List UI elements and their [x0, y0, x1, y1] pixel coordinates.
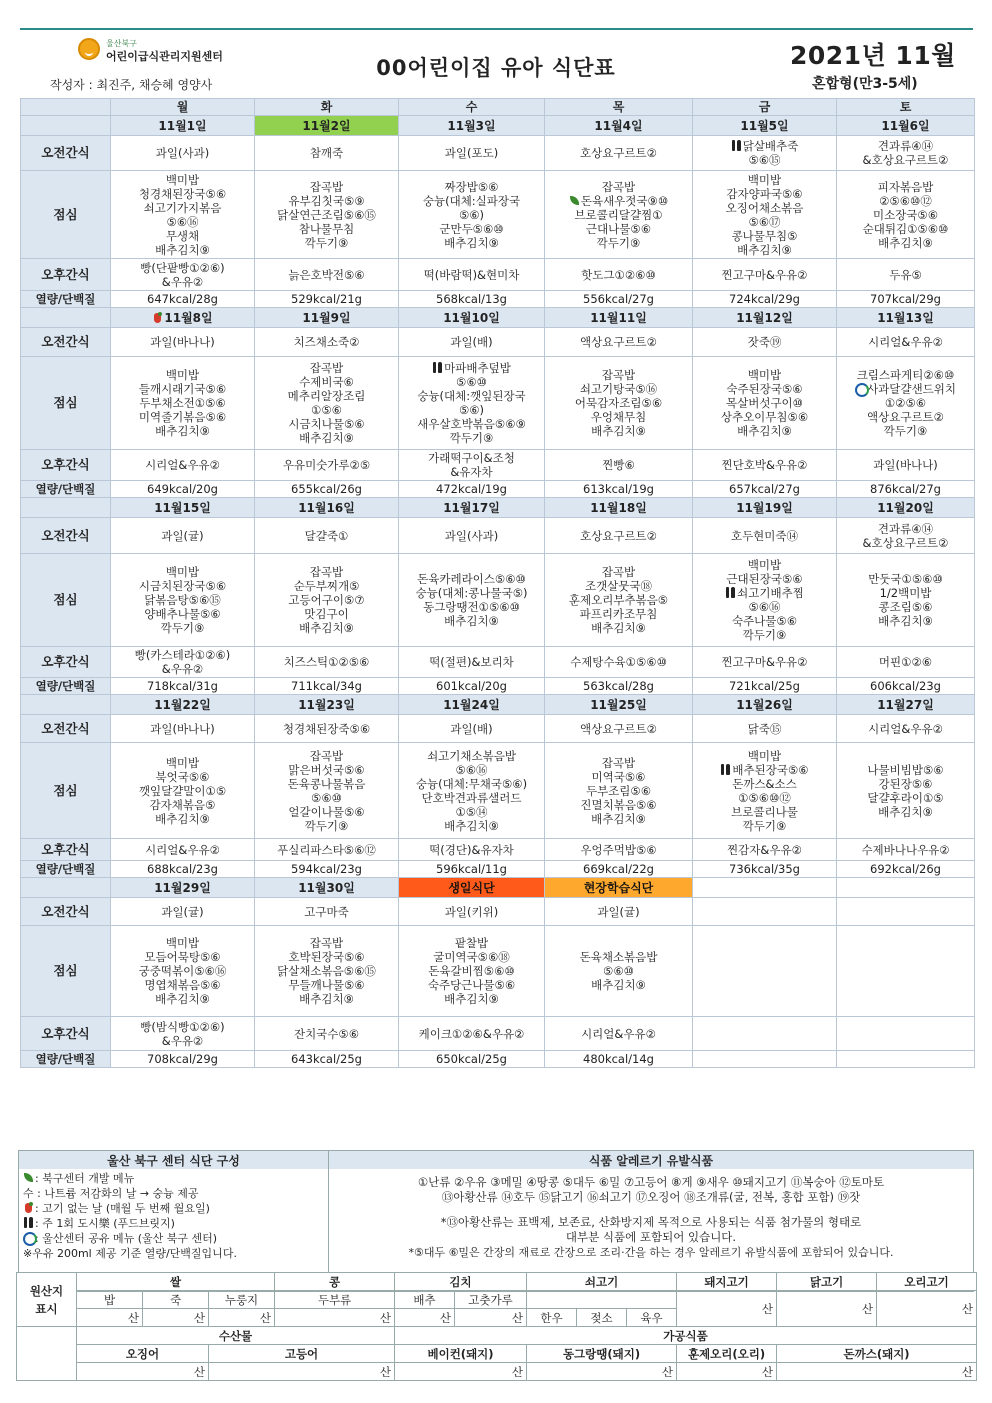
origin-value: 산 [209, 1309, 275, 1327]
origin-blank [17, 1327, 77, 1381]
legend-item: : 주 1회 도시樂 (푸드브릿지) [23, 1216, 324, 1231]
energy-cell: 688kcal/23g [111, 861, 255, 878]
afternoon-cell: 케이크①②⑥&우유② [399, 1017, 545, 1051]
date-cell: 11월19일 [693, 498, 837, 518]
origin-value: 산 [395, 1309, 455, 1327]
morning-cell: 과일(배) [399, 715, 545, 743]
date-cell: 11월30일 [255, 878, 399, 898]
year-month: 2021년 11월 [790, 41, 956, 70]
origin-sub [527, 1291, 677, 1309]
energy-cell: 692kcal/26g [837, 861, 975, 878]
morning-cell: 과일(귤) [545, 898, 693, 926]
afternoon-cell [837, 1017, 975, 1051]
row-label-lunch: 점심 [21, 357, 111, 450]
origin-sub2: 베이컨(돼지) [395, 1345, 527, 1363]
origin-label: 원산지 표시 [17, 1273, 77, 1327]
afternoon-cell: 머핀①②⑥ [837, 647, 975, 678]
morning-cell: 고구마죽 [255, 898, 399, 926]
lunch-cell [837, 357, 975, 450]
morning-cell: 참깨죽 [255, 136, 399, 171]
corner-cell [21, 99, 111, 116]
energy-cell: 563kcal/28g [545, 678, 693, 695]
date-cell: 11월5일 [693, 116, 837, 136]
legend-item: 수 : 나트륨 저감화의 날 → 숭늉 제공 [23, 1187, 199, 1200]
origin-value: 산 [877, 1291, 977, 1327]
date-cell: 11월3일 [399, 116, 545, 136]
center-menu-icon [569, 195, 580, 206]
afternoon-cell: 과일(바나나) [837, 450, 975, 481]
origin-sub2: 돈까스(돼지) [777, 1345, 977, 1363]
date-cell: 11월17일 [399, 498, 545, 518]
lunch-cell: 잡곡밥 쇠고기탕국⑤⑯ 어묵감자조림⑤⑥ 우엉채무침 배추김치⑨ [545, 357, 693, 450]
lunch-cell: 만둣국①⑤⑥⑩ 1/2백미밥 콩조림⑤⑥ 배추김치⑨ [837, 554, 975, 647]
lunch-cell: 잡곡밥 미역국⑤⑥ 두부조림⑤⑥ 진멸치볶음⑤⑥ 배추김치⑨ [545, 743, 693, 839]
afternoon-cell: 시리얼&우유② [111, 839, 255, 861]
energy-cell: 568kcal/13g [399, 291, 545, 308]
allergy-note: *⑤대두 ⑥밀은 간장의 재료로 간장으로 조리·간을 하는 경우 알레르기 유발식품에 포함되어 있습니다. [408, 1246, 894, 1259]
logo-org-name: 어린이급식관리지원센터 [106, 50, 223, 63]
afternoon-cell: 치즈스틱①②⑤⑥ [255, 647, 399, 678]
origin-sub2: 동그랑땡(돼지) [527, 1345, 677, 1363]
lunch-cell: 잡곡밥 맑은버섯국⑤⑥ 돈육콩나물볶음 ⑤⑥⑩ 얼갈이나물⑤⑥ 깍두기⑨ [255, 743, 399, 839]
lunch-cell [693, 926, 837, 1017]
legend-item: ※우유 200ml 제공 기준 열량/단백질입니다. [23, 1247, 237, 1260]
day-header: 토 [837, 99, 975, 116]
afternoon-cell: 우유미숫가루②⑤ [255, 450, 399, 481]
row-label-morning: 오전간식 [21, 898, 111, 926]
afternoon-cell: 가래떡구이&조청 &유자차 [399, 450, 545, 481]
morning-cell: 호상요구르트② [545, 136, 693, 171]
morning-cell: 과일(바나나) [111, 328, 255, 357]
afternoon-cell [693, 1017, 837, 1051]
menu-line: 돈육새우젓국⑨⑩ [580, 193, 669, 208]
food-bridge-icon [23, 1217, 34, 1228]
date-label-blank [21, 498, 111, 518]
menu-line: 깍두기⑨ [449, 431, 494, 445]
morning-cell: 과일(귤) [111, 898, 255, 926]
food-bridge-icon [725, 587, 736, 598]
origin-sub: 배추 [395, 1291, 455, 1309]
date-cell: 11월25일 [545, 695, 693, 715]
afternoon-cell: 찐감자&우유② [693, 839, 837, 861]
row-label-energy: 열량/단백질 [21, 678, 111, 695]
origin-rice: 쌀 [77, 1273, 275, 1291]
origin-value: 산 [143, 1309, 209, 1327]
date-cell: 11월29일 [111, 878, 255, 898]
origin-sub: 죽 [143, 1291, 209, 1309]
morning-cell: 과일(귤) [111, 518, 255, 554]
energy-cell: 643kcal/25g [255, 1051, 399, 1068]
date-label-blank [21, 878, 111, 898]
lunch-cell: 잡곡밥 조갯살뭇국⑱ 훈제오리부추볶음⑤ 파프리카조무침 배추김치⑨ [545, 554, 693, 647]
energy-cell: 647kcal/28g [111, 291, 255, 308]
morning-cell: 액상요구르트② [545, 328, 693, 357]
origin-beef-sub: 육우 [627, 1309, 677, 1327]
afternoon-cell: 떡(경단)&유자차 [399, 839, 545, 861]
menu-line: 숙주나물⑤⑥ [731, 614, 798, 628]
energy-cell: 650kcal/25g [399, 1051, 545, 1068]
day-header: 화 [255, 99, 399, 116]
legend-item: : 고기 없는 날 (매월 두 번째 월요일) [23, 1201, 324, 1216]
date-cell: 현장학습식단 [545, 878, 693, 898]
date-cell: 11월12일 [693, 308, 837, 328]
date-cell [693, 878, 837, 898]
date-cell: 11월16일 [255, 498, 399, 518]
row-label-afternoon: 오후간식 [21, 647, 111, 678]
origin-bean: 콩 [275, 1273, 395, 1291]
lunch-cell: 백미밥 청경채된장국⑤⑥ 쇠고기가지볶음 ⑤⑥⑯ 무생채 배추김치⑨ [111, 171, 255, 259]
origin-value: 산 [677, 1291, 777, 1327]
afternoon-cell: 찐단호박&우유② [693, 450, 837, 481]
origin-sub2: 고등어 [209, 1345, 395, 1363]
lunch-cell [545, 171, 693, 259]
morning-cell: 견과류④⑭ &호상요구르트② [837, 518, 975, 554]
origin-value: 산 [395, 1363, 527, 1381]
row-label-energy: 열량/단백질 [21, 1051, 111, 1068]
row-label-energy: 열량/단백질 [21, 861, 111, 878]
energy-cell: 613kcal/19g [545, 481, 693, 498]
afternoon-cell: 수제바나나우유② [837, 839, 975, 861]
day-header: 수 [399, 99, 545, 116]
day-header: 금 [693, 99, 837, 116]
energy-cell: 606kcal/23g [837, 678, 975, 695]
morning-cell: 호두현미죽⑭ [693, 518, 837, 554]
morning-cell [693, 136, 837, 171]
origin-beef-sub: 한우 [527, 1309, 577, 1327]
energy-cell: 649kcal/20g [111, 481, 255, 498]
origin-sub2: 오징어 [77, 1345, 209, 1363]
menu-line: 깍두기⑨ [596, 235, 641, 250]
energy-cell: 721kcal/25g [693, 678, 837, 695]
row-label-afternoon: 오후간식 [21, 450, 111, 481]
morning-cell [693, 898, 837, 926]
date-cell: 생일식단 [399, 878, 545, 898]
energy-cell: 876kcal/27g [837, 481, 975, 498]
menu-line: 액상요구르트② [867, 410, 944, 424]
row-label-morning: 오전간식 [21, 136, 111, 171]
lunch-cell: 나물비빔밥⑤⑥ 강된장⑤⑥ 달걀후라이①⑤ 배추김치⑨ [837, 743, 975, 839]
origin-value: 산 [77, 1363, 209, 1381]
menu-line: ⑤⑥⑮ [748, 153, 781, 167]
center-menu-icon [23, 1172, 34, 1183]
origin-sub2: 훈제오리(오리) [677, 1345, 777, 1363]
morning-cell [837, 898, 975, 926]
energy-cell: 669kcal/22g [545, 861, 693, 878]
origin-table [16, 1272, 977, 1381]
morning-cell: 과일(사과) [399, 518, 545, 554]
lunch-cell: 팥찰밥 굴미역국⑤⑥⑱ 돈육갈비찜⑤⑥⑩ 숙주당근나물⑤⑥ 배추김치⑨ [399, 926, 545, 1017]
morning-cell: 액상요구르트② [545, 715, 693, 743]
date-cell: 11월11일 [545, 308, 693, 328]
lunch-cell [693, 743, 837, 839]
origin-value: 산 [527, 1363, 677, 1381]
header-rule [20, 28, 973, 30]
origin-value: 산 [209, 1363, 395, 1381]
energy-cell: 601kcal/20g [399, 678, 545, 695]
afternoon-cell: 잔치국수⑤⑥ [255, 1017, 399, 1051]
menu-line: 깍두기⑨ [742, 818, 787, 833]
energy-cell: 596kcal/11g [399, 861, 545, 878]
row-label-afternoon: 오후간식 [21, 839, 111, 861]
afternoon-cell: 우엉주먹밥⑤⑥ [545, 839, 693, 861]
lunch-cell [837, 926, 975, 1017]
menu-line: 숭늉(대체:깻잎된장국 [417, 389, 526, 403]
origin-kimchi: 김치 [395, 1273, 527, 1291]
menu-line: 백미밥 [747, 558, 782, 572]
date-cell: 11월20일 [837, 498, 975, 518]
date-cell: 11월15일 [111, 498, 255, 518]
menu-line: 깍두기⑨ [883, 424, 928, 438]
menu-line: ①⑤⑥⑩⑫ [738, 790, 791, 805]
afternoon-cell: 빵(밤식빵①②⑥) &우유② [111, 1017, 255, 1051]
energy-cell: 736kcal/35g [693, 861, 837, 878]
menu-line: 새우살호박볶음⑤⑥⑨ [417, 417, 526, 431]
lunch-cell: 돈육카레라이스⑤⑥⑩ 숭늉(대체:콩나물국⑤) 동그랑땡전①⑤⑥⑩ 배추김치⑨ [399, 554, 545, 647]
lunch-cell: 백미밥 들깨시래기국⑤⑥ 두부채소전①⑤⑥ 미역줄기볶음⑤⑥ 배추김치⑨ [111, 357, 255, 450]
energy-cell: 529kcal/21g [255, 291, 399, 308]
energy-cell: 711kcal/34g [255, 678, 399, 695]
afternoon-cell: 시리얼&우유② [111, 450, 255, 481]
date-label-blank [21, 695, 111, 715]
legend-right-title: 식품 알레르기 유발식품 [588, 1153, 714, 1168]
menu-type: 혼합형(만3-5세) [812, 76, 918, 92]
date-cell: 11월18일 [545, 498, 693, 518]
origin-beef: 쇠고기 [527, 1273, 677, 1291]
date-cell: 11월22일 [111, 695, 255, 715]
origin-sub: 밥 [77, 1291, 143, 1309]
date-cell: 11월4일 [545, 116, 693, 136]
menu-line: 근대된장국⑤⑥ [726, 572, 803, 586]
date-cell: 11월10일 [399, 308, 545, 328]
day-header: 목 [545, 99, 693, 116]
legend-box [18, 1150, 974, 1292]
row-label-morning: 오전간식 [21, 518, 111, 554]
date-cell: 11월2일 [255, 116, 399, 136]
energy-cell: 657kcal/27g [693, 481, 837, 498]
date-cell: 11월26일 [693, 695, 837, 715]
date-label-blank [21, 116, 111, 136]
lunch-cell: 잡곡밥 순두부찌개⑤ 고등어구이⑤⑦ 맛김구이 배추김치⑨ [255, 554, 399, 647]
origin-sub: 고춧가루 [455, 1291, 527, 1309]
afternoon-cell: 빵(단팥빵①②⑥) &우유② [111, 259, 255, 291]
morning-cell: 치즈채소죽② [255, 328, 399, 357]
lunch-cell: 짜장밥⑤⑥ 숭늉(대체:실파장국 ⑤⑥) 군만두⑤⑥⑩ 배추김치⑨ [399, 171, 545, 259]
menu-line: 브로콜리나물 [731, 804, 798, 819]
menu-line: ①②⑤⑥ [884, 396, 927, 410]
afternoon-cell: 핫도그①②⑥⑩ [545, 259, 693, 291]
lunch-cell: 돈육채소볶음밥 ⑤⑥⑩ 배추김치⑨ [545, 926, 693, 1017]
row-label-energy: 열량/단백질 [21, 291, 111, 308]
lunch-cell: 피자볶음밥 ②⑤⑥⑩⑫ 미소장국⑤⑥ 순대튀김①⑤⑥⑩ 배추김치⑨ [837, 171, 975, 259]
row-label-morning: 오전간식 [21, 715, 111, 743]
menu-line: 브로콜리달걀찜① [574, 207, 663, 222]
morning-cell: 시리얼&우유② [837, 715, 975, 743]
menu-line: 사과달걀샌드위치 [867, 382, 956, 396]
afternoon-cell: 푸실리파스타⑤⑥⑫ [255, 839, 399, 861]
menu-line: 배추된장국⑤⑥ [732, 762, 809, 777]
legend-item: : 북구센터 개발 메뉴 [23, 1171, 324, 1186]
afternoon-cell: 두유⑤ [837, 259, 975, 291]
menu-line: ⑤⑥⑩ [456, 375, 487, 389]
lunch-cell [693, 554, 837, 647]
row-label-lunch: 점심 [21, 926, 111, 1017]
menu-line: ⑤⑥) [458, 403, 485, 417]
row-label-energy: 열량/단백질 [21, 481, 111, 498]
energy-cell [693, 1051, 837, 1068]
origin-seafood: 수산물 [77, 1327, 395, 1345]
menu-line: 크림스파게티②⑥⑩ [856, 368, 955, 382]
food-bridge-icon [720, 764, 731, 775]
energy-cell: 708kcal/29g [111, 1051, 255, 1068]
afternoon-cell: 시리얼&우유② [545, 1017, 693, 1051]
allergy-line: ⑬아황산류 ⑭호두 ⑮닭고기 ⑯쇠고기 ⑰오징어 ⑱조개류(굴, 전복, 홍합 포함) ⑲잣 [441, 1190, 861, 1204]
lunch-cell: 백미밥 북엇국⑤⑥ 깻잎달걀말이①⑤ 감자채볶음⑤ 배추김치⑨ [111, 743, 255, 839]
menu-line: 잡곡밥 [601, 179, 636, 194]
food-bridge-icon [432, 362, 443, 373]
meatless-day-icon [23, 1202, 34, 1213]
origin-processed: 가공식품 [395, 1327, 977, 1345]
morning-cell: 호상요구르트② [545, 518, 693, 554]
date-cell: 11월27일 [837, 695, 975, 715]
energy-cell: 718kcal/31g [111, 678, 255, 695]
page-title: 00어린이집 유아 식단표 [376, 56, 616, 80]
afternoon-cell: 빵(카스테라①②⑥) &우유② [111, 647, 255, 678]
lunch-cell: 잡곡밥 호박된장국⑤⑥ 닭살채소볶음⑤⑥⑮ 무들깨나물⑤⑥ 배추김치⑨ [255, 926, 399, 1017]
origin-pork: 돼지고기 [677, 1273, 777, 1291]
afternoon-cell: 찐고구마&우유② [693, 259, 837, 291]
lunch-cell: 백미밥 시금치된장국⑤⑥ 닭볶음탕⑤⑥⑮ 양배추나물⑤⑥ 깍두기⑨ [111, 554, 255, 647]
date-cell: 11월9일 [255, 308, 399, 328]
afternoon-cell: 찐고구마&우유② [693, 647, 837, 678]
lunch-cell: 백미밥 모듬어묵탕⑤⑥ 궁중떡볶이⑤⑥⑯ 명엽채볶음⑤⑥ 배추김치⑨ [111, 926, 255, 1017]
date-cell: 11월24일 [399, 695, 545, 715]
origin-beef-sub: 젖소 [577, 1309, 627, 1327]
morning-cell: 과일(배) [399, 328, 545, 357]
energy-cell [837, 1051, 975, 1068]
origin-chicken: 닭고기 [777, 1273, 877, 1291]
lunch-cell: 쇠고기채소볶음밥 ⑤⑥⑯ 숭늉(대체:무채국⑤⑥) 단호박견과류샐러드 ①⑤⑭ 배추김치⑨ [399, 743, 545, 839]
energy-cell: 724kcal/29g [693, 291, 837, 308]
origin-value: 산 [677, 1363, 777, 1381]
lunch-cell: 백미밥 숙주된장국⑤⑥ 목살버섯구이⑩ 상추오이무침⑤⑥ 배추김치⑨ [693, 357, 837, 450]
morning-cell: 견과류④⑭ &호상요구르트② [837, 136, 975, 171]
shared-menu-icon [23, 1232, 34, 1243]
origin-value: 산 [455, 1309, 527, 1327]
lunch-cell: 잡곡밥 수제비국⑥ 메추리알장조림 ①⑤⑥ 시금치나물⑤⑥ 배추김치⑨ [255, 357, 399, 450]
energy-cell: 655kcal/26g [255, 481, 399, 498]
morning-cell: 닭죽⑮ [693, 715, 837, 743]
energy-cell: 480kcal/14g [545, 1051, 693, 1068]
allergy-note: 대부분 식품에 포함되어 있습니다. [565, 1230, 737, 1244]
energy-cell: 472kcal/19g [399, 481, 545, 498]
lunch-cell: 잡곡밥 유부김칫국⑤⑨ 닭살연근조림⑤⑥⑮ 참나물무침 깍두기⑨ [255, 171, 399, 259]
menu-line: 닭살배추죽 [742, 139, 799, 153]
date-text: 11월8일 [164, 310, 213, 325]
afternoon-cell: 떡(바람떡)&현미차 [399, 259, 545, 291]
morning-cell: 과일(포도) [399, 136, 545, 171]
row-label-morning: 오전간식 [21, 328, 111, 357]
date-cell: 11월23일 [255, 695, 399, 715]
menu-line: 깍두기⑨ [742, 628, 787, 642]
energy-cell: 707kcal/29g [837, 291, 975, 308]
allergy-note: *⑬아황산류는 표백제, 보존료, 산화방지제 목적으로 사용되는 식품 첨가물의 형태로 [440, 1215, 862, 1229]
menu-line: 마파배추덮밥 [444, 361, 511, 375]
afternoon-cell: 늙은호박전⑤⑥ [255, 259, 399, 291]
menu-table [20, 98, 975, 1068]
morning-cell: 시리얼&우유② [837, 328, 975, 357]
energy-cell: 556kcal/27g [545, 291, 693, 308]
date-label-blank [21, 308, 111, 328]
date-cell: 11월1일 [111, 116, 255, 136]
day-header: 월 [111, 99, 255, 116]
energy-cell: 594kcal/23g [255, 861, 399, 878]
afternoon-cell: 찐빵⑥ [545, 450, 693, 481]
origin-value: 산 [77, 1309, 143, 1327]
allergy-line: ①난류 ②우유 ③메밀 ④땅콩 ⑤대두 ⑥밀 ⑦고등어 ⑧게 ⑨새우 ⑩돼지고기 ⑪복숭아 ⑫토마토 [417, 1175, 885, 1189]
row-label-afternoon: 오후간식 [21, 259, 111, 291]
author-line: 작성자 : 최진주, 채승혜 영양사 [50, 78, 213, 92]
afternoon-cell: 떡(절편)&보리차 [399, 647, 545, 678]
origin-value: 산 [777, 1363, 977, 1381]
menu-line: ⑤⑥⑯ [748, 600, 781, 614]
row-label-lunch: 점심 [21, 554, 111, 647]
row-label-lunch: 점심 [21, 743, 111, 839]
lunch-cell [399, 357, 545, 450]
morning-cell: 달걀죽① [255, 518, 399, 554]
origin-value: 산 [777, 1291, 877, 1327]
morning-cell: 청경채된장죽⑤⑥ [255, 715, 399, 743]
legend-left-title: 울산 북구 센터 식단 구성 [19, 1151, 329, 1169]
morning-cell: 과일(사과) [111, 136, 255, 171]
morning-cell: 잣죽⑲ [693, 328, 837, 357]
date-cell: 11월6일 [837, 116, 975, 136]
morning-cell: 과일(키위) [399, 898, 545, 926]
morning-cell: 과일(바나나) [111, 715, 255, 743]
shared-menu-icon [855, 383, 866, 394]
menu-line: 돈까스&소스 [732, 776, 797, 791]
date-cell [837, 878, 975, 898]
origin-sub: 두부류 [275, 1291, 395, 1309]
date-cell [111, 308, 255, 328]
afternoon-cell: 수제탕수육①⑤⑥⑩ [545, 647, 693, 678]
menu-line: 백미밥 [747, 748, 782, 763]
menu-line: 쇠고기배추찜 [737, 586, 804, 600]
row-label-afternoon: 오후간식 [21, 1017, 111, 1051]
lunch-cell: 백미밥 감자양파국⑤⑥ 오징어채소볶음 ⑤⑥⑰ 콩나물무침⑤ 배추김치⑨ [693, 171, 837, 259]
legend-item: : 울산센터 공유 메뉴 (울산 북구 센터) [23, 1231, 324, 1246]
row-label-lunch: 점심 [21, 171, 111, 259]
origin-value: 산 [275, 1309, 395, 1327]
menu-line: 근대나물⑤⑥ [585, 221, 652, 236]
food-bridge-icon [731, 140, 742, 151]
meatless-day-icon [152, 312, 163, 323]
date-cell: 11월13일 [837, 308, 975, 328]
origin-duck: 오리고기 [877, 1273, 977, 1291]
origin-sub: 누룽지 [209, 1291, 275, 1309]
logo-small-text: 울산북구 [106, 39, 137, 48]
